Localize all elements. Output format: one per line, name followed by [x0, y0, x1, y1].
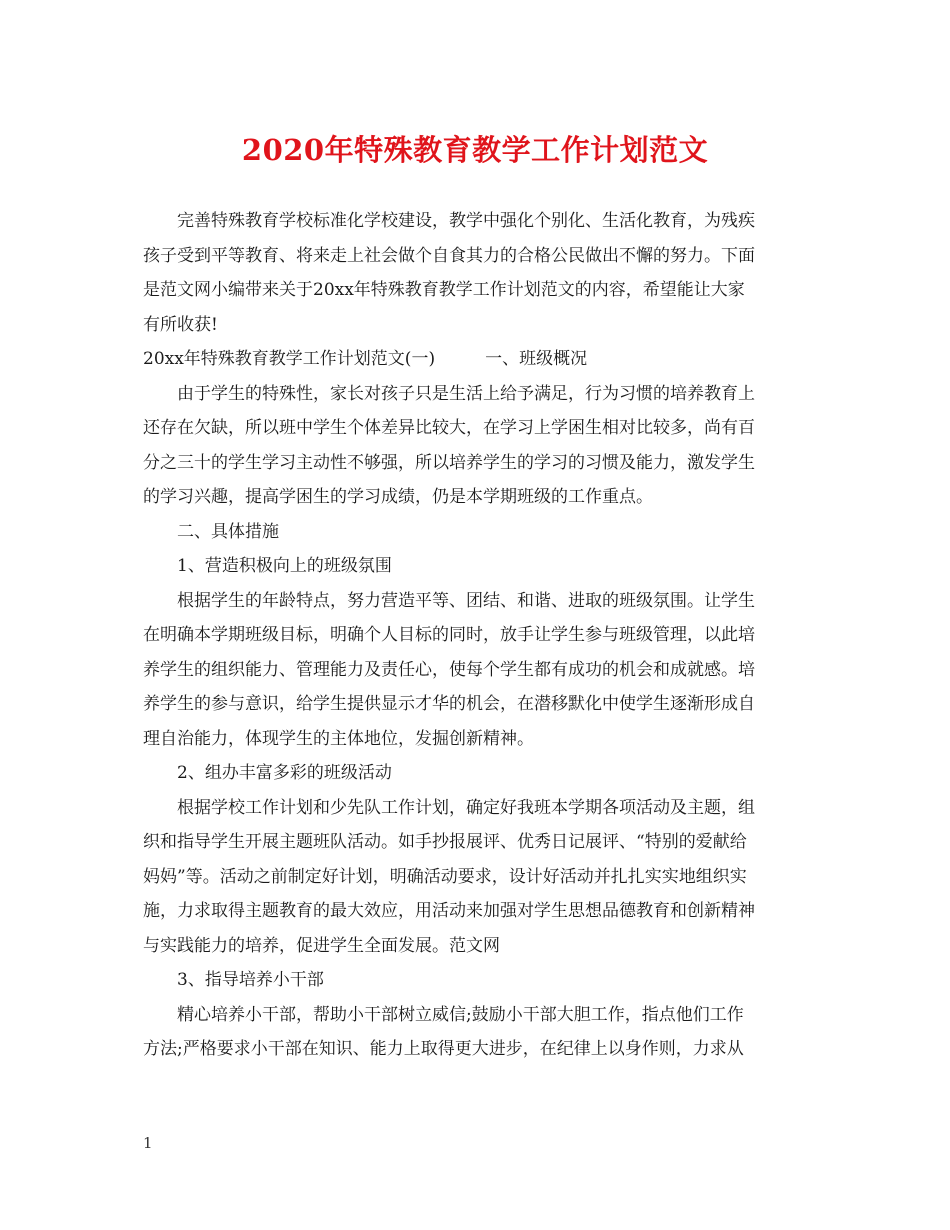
paragraph-line: 是范文网小编带来关于20xx年特殊教育教学工作计划范文的内容，希望能让大家 — [143, 280, 745, 300]
paragraph-line: 织和指导学生开展主题班队活动。如手抄报展评、优秀日记展评、“特别的爱献给 — [143, 832, 747, 852]
paragraph-line: 养学生的参与意识，给学生提供显示才华的机会，在潜移默化中使学生逐渐形成自 — [143, 694, 755, 714]
paragraph-line: 方法;严格要求小干部在知识、能力上取得更大进步，在纪律上以身作则，力求从 — [143, 1039, 744, 1059]
paragraph-line: 妈妈”等。活动之前制定好计划，明确活动要求，设计好活动并扎扎实实地组织实 — [143, 866, 747, 887]
section-heading-line — [143, 342, 813, 377]
paragraph-line: 的学习兴趣，提高学困生的学习成绩，仍是本学期班级的工作重点。 — [143, 487, 653, 507]
subsection-heading: 2、组办丰富多彩的班级活动 — [177, 763, 392, 783]
page-number: 1 — [143, 1134, 153, 1152]
subsection-heading: 3、指导培养小干部 — [177, 970, 324, 990]
paragraph-line: 还存在欠缺，所以班中学生个体差异比较大，在学习上学困生相对比较多，尚有百 — [143, 418, 755, 438]
paragraph-line: 理自治能力，体现学生的主体地位，发掘创新精神。 — [143, 728, 534, 749]
paragraph-line: 孩子受到平等教育、将来走上社会做个自食其力的合格公民做出不懈的努力。下面 — [143, 245, 755, 266]
paragraph-line: 根据学校工作计划和少先队工作计划，确定好我班本学期各项活动及主题，组 — [177, 797, 755, 818]
paragraph-line: 与实践能力的培养，促进学生全面发展。范文网 — [143, 935, 500, 956]
subsection-heading: 1、营造积极向上的班级氛围 — [177, 556, 392, 576]
paragraph-line: 有所收获! — [143, 314, 218, 335]
paragraph-line: 精心培养小干部，帮助小干部树立威信;鼓励小干部大胆工作，指点他们工作 — [177, 1004, 744, 1025]
document-title: 2020年特殊教育教学工作计划范文 — [241, 133, 709, 167]
document-body — [143, 204, 813, 1067]
paragraph-line: 完善特殊教育学校标准化学校建设，教学中强化个别化、生活化教育，为残疾 — [177, 211, 755, 231]
subtitle-text: 20xx年特殊教育教学工作计划范文(一) — [143, 349, 436, 369]
paragraph-line: 施，力求取得主题教育的最大效应，用活动来加强对学生思想品德教育和创新精神 — [143, 901, 755, 921]
section-heading: 一、班级概况 — [485, 349, 588, 369]
paragraph-line: 养学生的组织能力、管理能力及责任心，使每个学生都有成功的机会和成就感。培 — [143, 659, 755, 680]
paragraph-line: 在明确本学期班级目标，明确个人目标的同时，放手让学生参与班级管理，以此培 — [143, 625, 755, 645]
paragraph-line: 分之三十的学生学习主动性不够强，所以培养学生的学习的习惯及能力，激发学生 — [143, 452, 755, 473]
paragraph-line: 根据学生的年龄特点，努力营造平等、团结、和谐、进取的班级氛围。让学生 — [177, 590, 755, 611]
paragraph-line: 由于学生的特殊性，家长对孩子只是生活上给予满足，行为习惯的培养教育上 — [177, 383, 755, 404]
section-heading: 二、具体措施 — [177, 521, 279, 542]
